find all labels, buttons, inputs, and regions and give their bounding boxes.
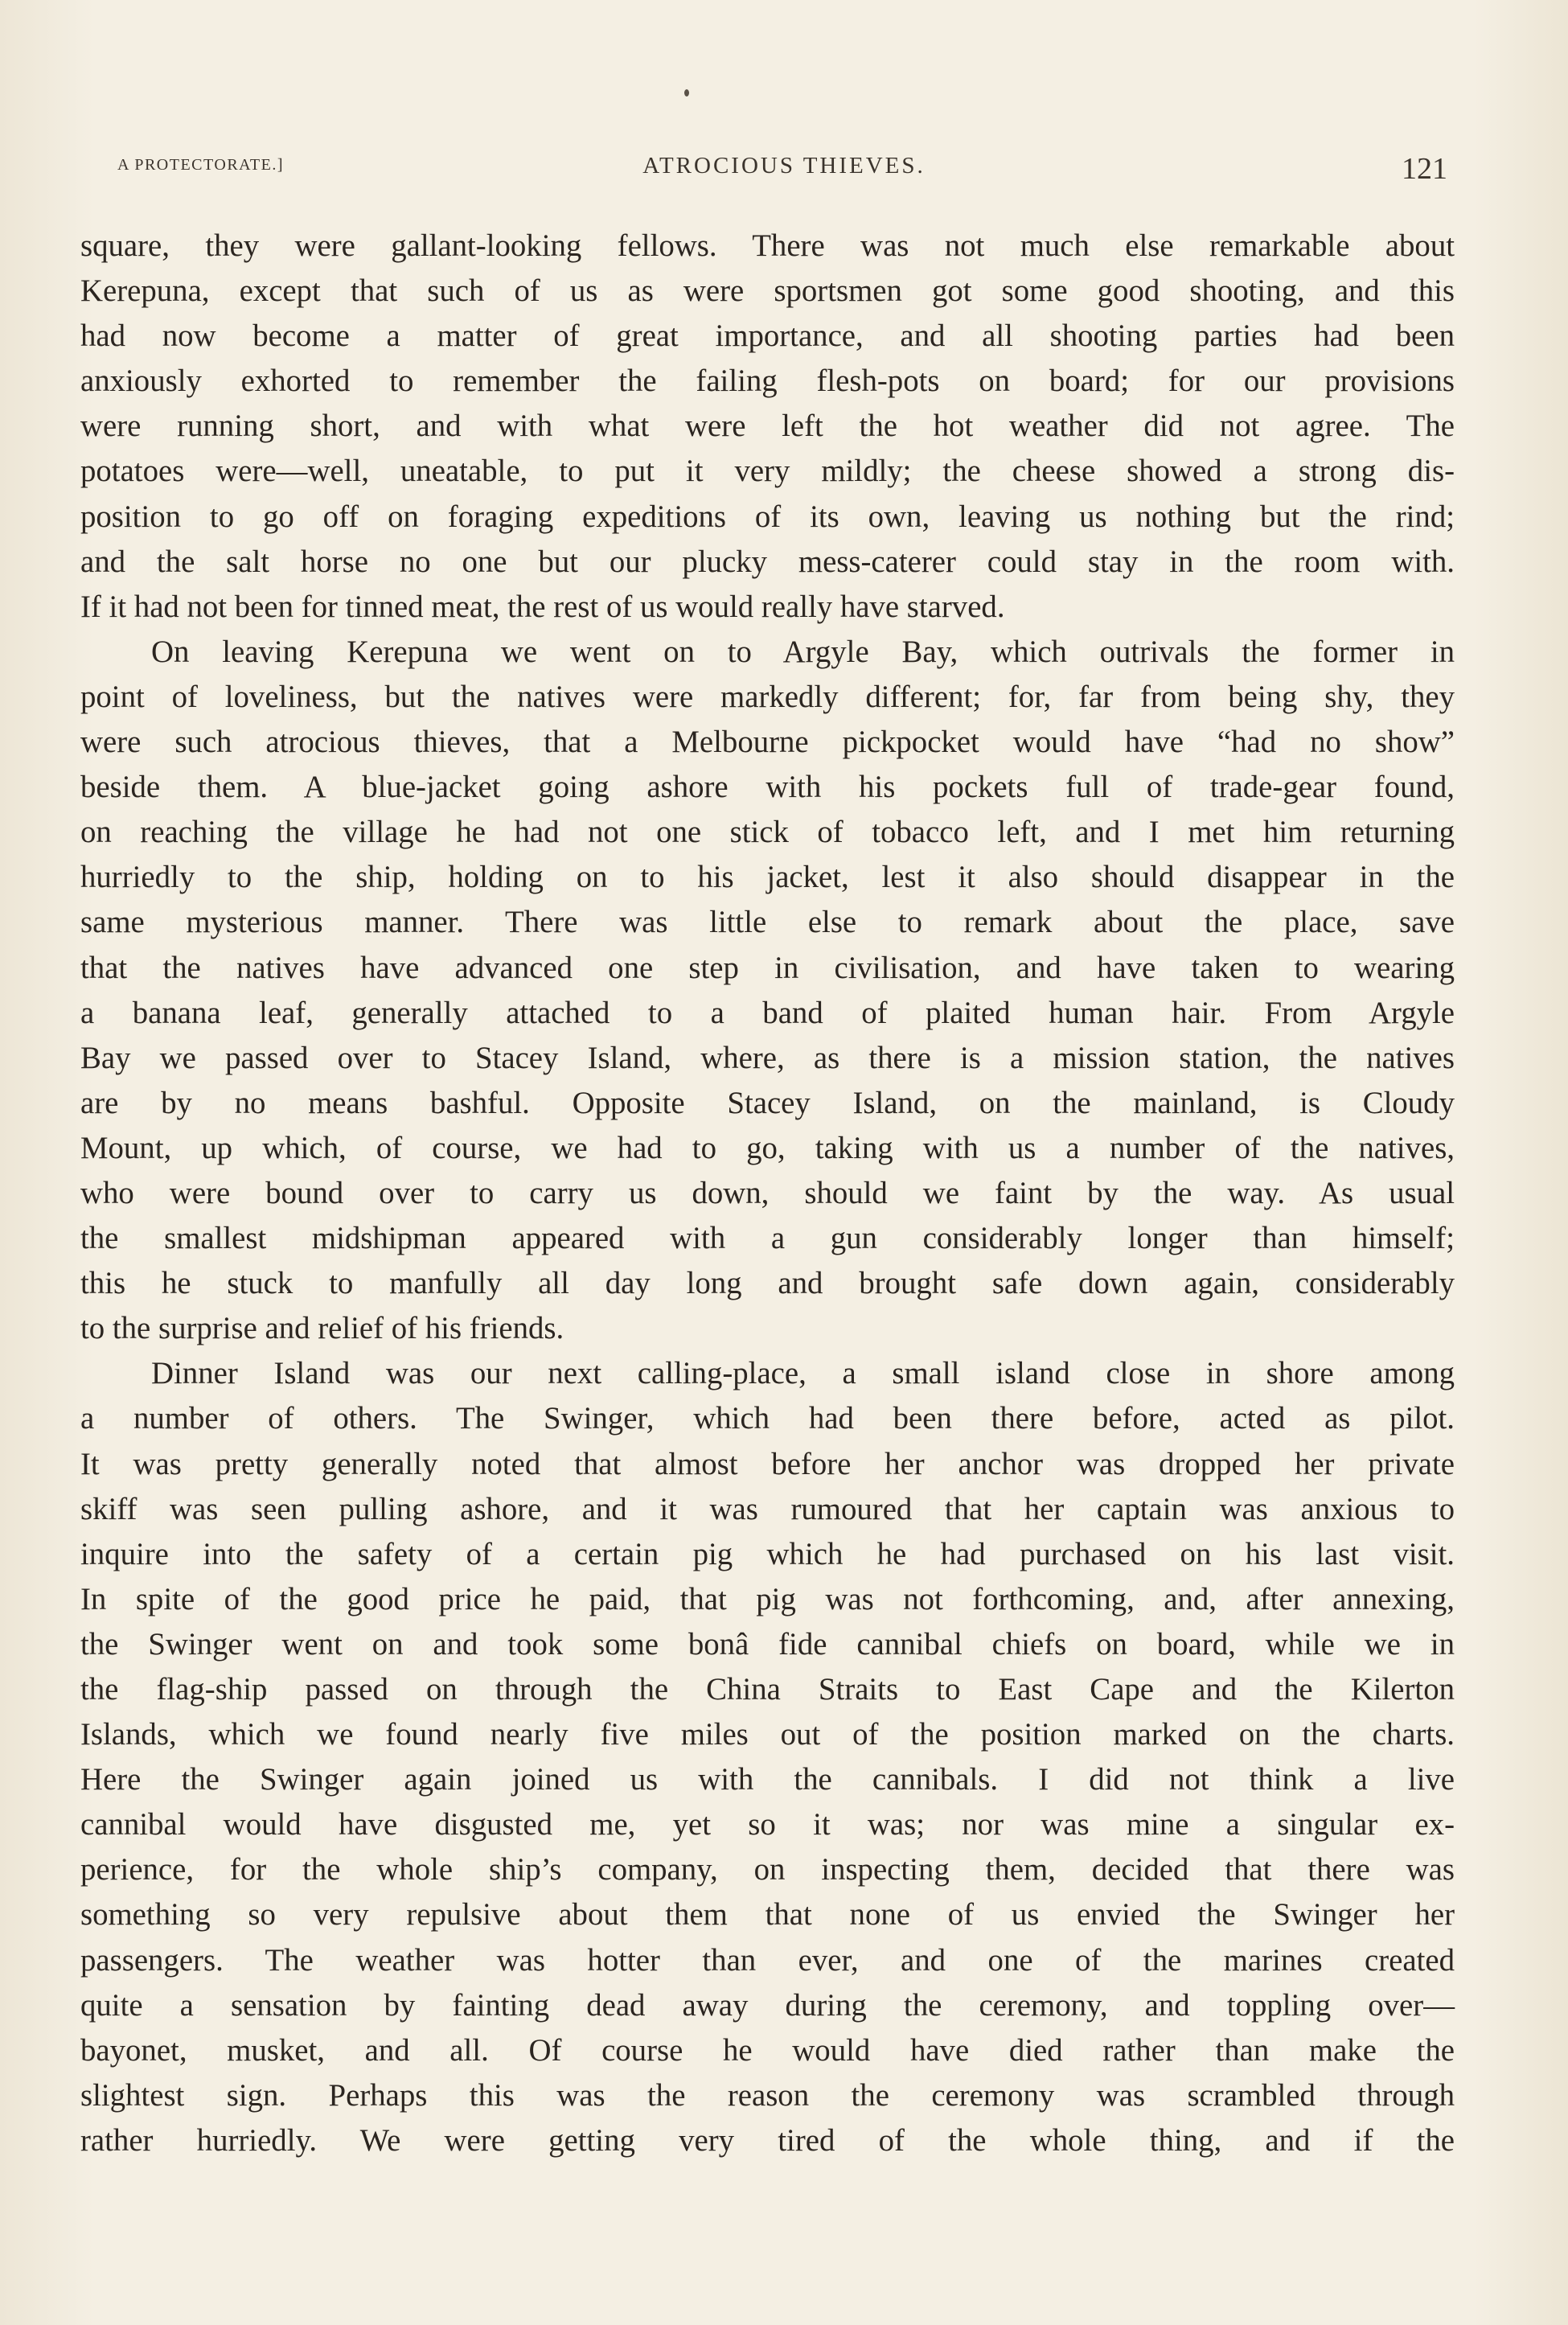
ink-speck <box>684 89 689 97</box>
text-line: anxiously exhorted to remember the failing flesh-pots on board; for our provisions <box>80 364 1455 399</box>
text-line: something so very repulsive about them that none of us envied the Swinger her <box>80 1897 1455 1933</box>
text-line: point of loveliness, but the natives were markedly different; for, far from being shy, they <box>80 679 1455 714</box>
text-line: that the natives have advanced one step in civilisation, and have taken to wearing <box>80 950 1455 985</box>
text-line: On leaving Kerepuna we went on to Argyle Bay, which outrivals the former in <box>151 634 1455 669</box>
text-line: a banana leaf, generally attached to a band of plaited human hair. From Argyle <box>80 995 1455 1030</box>
text-line: position to go off on foraging expeditions of its own, leaving us nothing but the rind; <box>80 499 1455 534</box>
text-line: bayonet, musket, and all. Of course he would have died rather than make the <box>80 2032 1455 2068</box>
text-line: on reaching the village he had not one stick of tobacco left, and I met him returning <box>80 815 1455 850</box>
text-line: the Swinger went on and took some bonâ fide cannibal chiefs on board, while we in <box>80 1626 1455 1662</box>
text-line: who were bound over to carry us down, should we faint by the way. As usual <box>80 1175 1455 1210</box>
text-line: Mount, up which, of course, we had to go, taking with us a number of the natives, <box>80 1130 1455 1165</box>
text-line: In spite of the good price he paid, that pig was not forthcoming, and, after annexing, <box>80 1581 1455 1616</box>
body-text <box>80 224 1455 2163</box>
page-number: 121 <box>1402 152 1447 186</box>
text-line: cannibal would have disgusted me, yet so it was; nor was mine a singular ex- <box>80 1807 1455 1842</box>
header-chapter-title: ATROCIOUS THIEVES. <box>642 153 926 179</box>
text-line: inquire into the safety of a certain pig which he had purchased on his last visit. <box>80 1536 1455 1571</box>
text-line: are by no means bashful. Opposite Stacey Island, on the mainland, is Cloudy <box>80 1085 1455 1120</box>
text-line: beside them. A blue-jacket going ashore with his pockets full of trade-gear found, <box>80 770 1455 805</box>
text-line: hurriedly to the ship, holding on to his jacket, lest it also should disappear in the <box>80 860 1455 895</box>
text-line: quite a sensation by fainting dead away during the ceremony, and toppling over— <box>80 1987 1455 2023</box>
text-line: the smallest midshipman appeared with a gun considerably longer than himself; <box>80 1221 1455 1256</box>
running-header <box>0 151 1568 191</box>
text-line: a number of others. The Swinger, which had been there before, acted as pilot. <box>80 1401 1455 1436</box>
paragraph <box>80 630 1455 1352</box>
text-line: square, they were gallant-looking fellows. There was not much else remarkable about <box>80 228 1455 263</box>
text-line: to the surprise and relief of his friends. <box>80 1311 564 1346</box>
text-line: same mysterious manner. There was little else to remark about the place, save <box>80 905 1455 940</box>
text-line: and the salt horse no one but our plucky mess-caterer could stay in the room with. <box>80 544 1455 579</box>
paragraph <box>80 1351 1455 2163</box>
text-line: Bay we passed over to Stacey Island, where, as there is a mission station, the natives <box>80 1040 1455 1075</box>
text-line: the flag-ship passed on through the China Straits to East Cape and the Kilerton <box>80 1672 1455 1707</box>
text-line: were running short, and with what were left the hot weather did not agree. The <box>80 409 1455 444</box>
header-section-title: A PROTECTORATE.] <box>117 156 284 174</box>
text-line: Kerepuna, except that such of us as were sportsmen got some good shooting, and this <box>80 273 1455 309</box>
text-line: Islands, which we found nearly five miles out of the position marked on the charts. <box>80 1717 1455 1752</box>
text-line: Dinner Island was our next calling-place, a small island close in shore among <box>151 1356 1455 1391</box>
paragraph <box>80 224 1455 630</box>
text-line: perience, for the whole ship’s company, on inspecting them, decided that there was <box>80 1852 1455 1888</box>
text-line: had now become a matter of great importance, and all shooting parties had been <box>80 318 1455 354</box>
text-line: skiff was seen pulling ashore, and it was rumoured that her captain was anxious to <box>80 1491 1455 1526</box>
text-line: potatoes were—well, uneatable, to put it very mildly; the cheese showed a strong dis- <box>80 454 1455 489</box>
text-line: passengers. The weather was hotter than ever, and one of the marines created <box>80 1942 1455 1978</box>
text-line: this he stuck to manfully all day long and brought safe down again, considerably <box>80 1266 1455 1301</box>
text-line: were such atrocious thieves, that a Melbourne pickpocket would have “had no show” <box>80 725 1455 760</box>
text-line: Here the Swinger again joined us with the cannibals. I did not think a live <box>80 1762 1455 1797</box>
text-line: rather hurriedly. We were getting very tired of the whole thing, and if the <box>80 2122 1455 2158</box>
text-line: It was pretty generally noted that almost before her anchor was dropped her private <box>80 1446 1455 1481</box>
text-line: slightest sign. Perhaps this was the reason the ceremony was scrambled through <box>80 2077 1455 2113</box>
text-line: If it had not been for tinned meat, the rest of us would really have starved. <box>80 589 1005 624</box>
